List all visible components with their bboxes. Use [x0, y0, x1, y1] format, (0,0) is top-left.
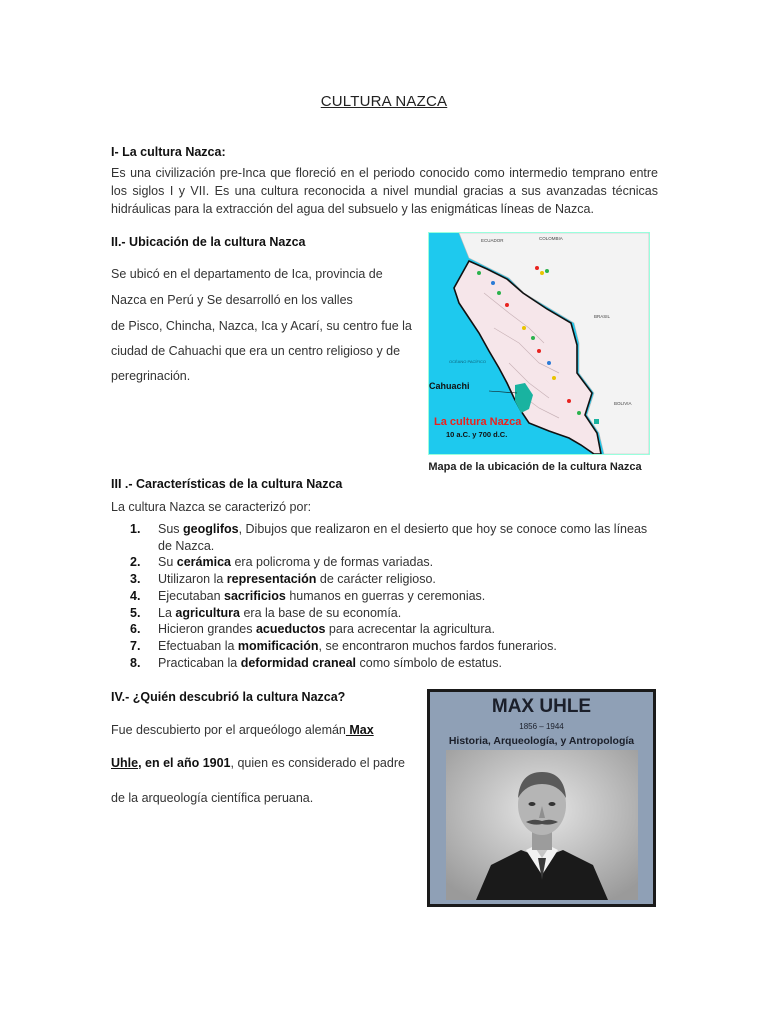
- list-item: 4. Ejecutaban sacrificios humanos en guerras y ceremonias.: [130, 588, 486, 603]
- section2-line-2: Nazca en Perú y Se desarrolló en los valles: [111, 293, 353, 307]
- list-item: 7. Efectuaban la momificación, se encontraron muchos fardos funerarios.: [130, 638, 557, 653]
- map-label-colombia: COLOMBIA: [539, 236, 563, 241]
- keyword-ceramica: cerámica: [176, 555, 231, 570]
- list-item: 5. La agricultura era la base de su economía.: [130, 605, 402, 620]
- year-1901: , en el año 1901: [138, 756, 231, 770]
- section1-heading: I- La cultura Nazca:: [111, 145, 226, 159]
- section2-heading: II.- Ubicación de la cultura Nazca: [111, 235, 306, 249]
- list-item: 6. Hicieron grandes acueductos para acrecentar la agricultura.: [130, 622, 495, 637]
- page-title: CULTURA NAZCA: [320, 93, 448, 110]
- keyword-representacion: representación: [226, 572, 317, 587]
- section2-line-1: Se ubicó en el departamento de Ica, provincia de: [111, 267, 383, 281]
- section4-line-3: de la arqueología científica peruana.: [111, 791, 314, 805]
- section3-intro: La cultura Nazca se caracterizó por:: [111, 500, 312, 514]
- list-item: 3. Utilizaron la representación de carácter religioso.: [130, 572, 436, 587]
- keyword-acueductos: acueductos: [255, 622, 326, 637]
- list-item: 8. Practicaban la deformidad craneal como símbolo de estatus.: [130, 655, 502, 670]
- section4-line-1: Fue descubierto por el arqueólogo alemán Max: [111, 723, 374, 737]
- map-label-brasil: BRASIL: [594, 314, 611, 319]
- section2-line-3: de Pisco, Chincha, Nazca, Ica y Acarí, su centro fue la: [111, 319, 412, 333]
- keyword-sacrificios: sacrificios: [224, 588, 286, 603]
- portrait-subtitle: Historia, Arqueología, y Antropología: [448, 735, 635, 747]
- map-label-cahuachi: Cahuachi: [429, 381, 470, 391]
- portrait-photo: [446, 750, 638, 900]
- section2-line-4: ciudad de Cahuachi que era un centro religioso y de: [111, 344, 401, 358]
- name-max: Max: [345, 723, 374, 737]
- map-label-dates: 10 a.C. y 700 d.C.: [446, 430, 508, 439]
- keyword-agricultura: agricultura: [175, 605, 240, 620]
- max-uhle-portrait-card: [427, 689, 656, 907]
- portrait-name: MAX UHLE: [491, 696, 592, 717]
- name-uhle: Uhle: [111, 756, 139, 770]
- section3-heading: III .- Características de la cultura Nazca: [111, 477, 343, 491]
- map-label-bolivia: BOLIVIA: [614, 401, 632, 406]
- keyword-deformidad-craneal: deformidad craneal: [240, 655, 357, 670]
- map-label-ocean: OCÉANO PACÍFICO: [449, 359, 487, 364]
- portrait-dates: 1856 – 1944: [519, 722, 564, 731]
- map-caption: Mapa de la ubicación de la cultura Nazca: [428, 461, 642, 473]
- map-label-title: La cultura Nazca: [434, 416, 522, 428]
- section2-line-5: peregrinación.: [111, 369, 191, 383]
- characteristics-list: [130, 521, 670, 671]
- section4-heading: IV.- ¿Quién descubrió la cultura Nazca?: [111, 690, 346, 704]
- keyword-momificacion: momificación: [237, 638, 319, 653]
- portrait-photo-svg: [446, 750, 638, 900]
- section4-line-2: Uhle, en el año 1901, quien es considerado el padre: [111, 756, 405, 770]
- map-label-ecuador: ECUADOR: [481, 238, 504, 243]
- peru-map: [428, 232, 650, 455]
- peru-map-svg: [429, 233, 649, 454]
- keyword-geoglifos: geoglifos: [183, 522, 239, 536]
- list-item: 1. Sus geoglifos, Dibujos que realizaron en el desierto que hoy se conoce como las líneas de Nazca.: [130, 522, 648, 553]
- section1-text: Es una civilización pre-Inca que floreció en el periodo conocido como intermedio temprano entre los siglos I y VII. Es una cultura reconocida a nivel mundial gracias a sus avanzadas técnicas hidráulicas para la extracción del agua del subsuelo y las enigmáticas líneas de Nazca.: [111, 166, 658, 216]
- list-item: 2. Su cerámica era policroma y de formas variadas.: [130, 555, 434, 570]
